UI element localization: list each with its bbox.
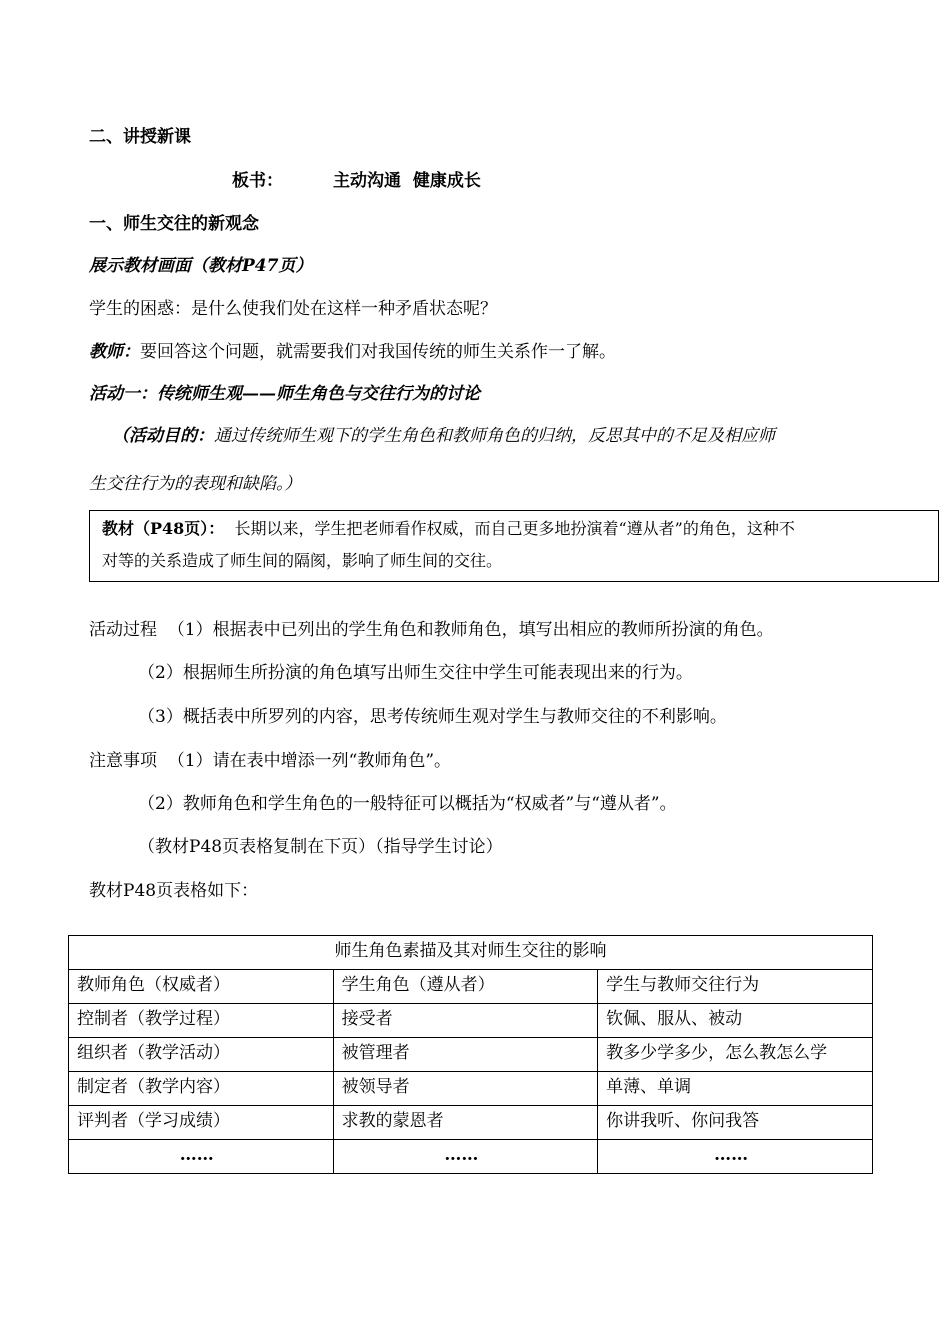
student-confusion: 学生的困惑：是什么使我们处在这样一种矛盾状态呢？ <box>89 299 497 319</box>
table-row <box>69 1106 873 1140</box>
table-header-cell: 教师角色（权威者） <box>69 970 334 1004</box>
process-line3: （3）概括表中所罗列的内容，思考传统师生观对学生与教师交往的不利影响。 <box>138 707 727 727</box>
textbook-excerpt-label: 教材（P48页）： <box>102 519 225 538</box>
table-header-cell: 学生角色（遵从者） <box>333 970 598 1004</box>
process-line1: 活动过程 （1）根据表中已列出的学生角色和教师角色，填写出相应的教师所扮演的角色。 <box>89 620 774 640</box>
table-cell: 评判者（学习成绩） <box>69 1106 334 1140</box>
board-label: 板书： <box>232 171 283 191</box>
table-header-cell: 学生与教师交往行为 <box>598 970 873 1004</box>
purpose-text-1: 通过传统师生观下的学生角色和教师角色的归纳，反思其中的不足及相应师 <box>214 426 775 446</box>
activity-purpose-line2: 生交往行为的表现和缺陷。） <box>89 474 302 494</box>
textbook-excerpt-text1: 长期以来，学生把老师看作权威，而自己更多地扮演着“遵从者”的角色，这种不 <box>234 519 795 538</box>
table-cell: 教多少学多少，怎么教怎么学 <box>598 1038 873 1072</box>
table-cell: 单薄、单调 <box>598 1072 873 1106</box>
teacher-text: 要回答这个问题，就需要我们对我国传统的师生关系作一了解。 <box>140 342 616 362</box>
table-row <box>69 1072 873 1106</box>
heading-teacher-student-concept: 一、师生交往的新观念 <box>89 214 259 234</box>
table-intro: 教材P48页表格如下： <box>89 881 259 901</box>
table-header-row <box>69 970 873 1004</box>
notes-line2: （2）教师角色和学生角色的一般特征可以概括为“权威者”与“遵从者”。 <box>138 794 677 814</box>
textbook-excerpt-box <box>89 510 939 582</box>
table-cell: 组织者（教学活动） <box>69 1038 334 1072</box>
notes-line1: 注意事项 （1）请在表中增添一列“教师角色”。 <box>89 751 452 771</box>
table-cell: 接受者 <box>333 1004 598 1038</box>
table-cell: 你讲我听、你问我答 <box>598 1106 873 1140</box>
table-row <box>69 1038 873 1072</box>
textbook-excerpt-line1 <box>102 512 928 546</box>
roles-table <box>68 935 873 1174</box>
table-cell-ellipsis: …… <box>69 1140 334 1174</box>
table-cell: 求教的蒙恩者 <box>333 1106 598 1140</box>
table-row <box>69 1004 873 1038</box>
teacher-paragraph <box>89 341 616 363</box>
section-title: 二、讲授新课 <box>89 127 191 147</box>
teacher-label: 教师： <box>89 342 140 362</box>
table-cell: 钦佩、服从、被动 <box>598 1004 873 1038</box>
notes-line3: （教材P48页表格复制在下页）（指导学生讨论） <box>138 837 503 857</box>
table-cell-ellipsis: …… <box>333 1140 598 1174</box>
table-row <box>69 1140 873 1174</box>
table-cell: 被领导者 <box>333 1072 598 1106</box>
table-cell: 被管理者 <box>333 1038 598 1072</box>
textbook-excerpt-line2: 对等的关系造成了师生间的隔阂，影响了师生间的交往。 <box>102 551 503 570</box>
table-cell: 控制者（教学过程） <box>69 1004 334 1038</box>
process-line2: （2）根据师生所扮演的角色填写出师生交往中学生可能表现出来的行为。 <box>138 663 693 683</box>
board-text: 主动沟通 健康成长 <box>333 171 481 191</box>
table-caption: 师生角色素描及其对师生交往的影响 <box>69 936 873 970</box>
table-cell: 制定者（教学内容） <box>69 1072 334 1106</box>
table-cell-ellipsis: …… <box>598 1140 873 1174</box>
activity-one-heading: 活动一：传统师生观——师生角色与交往行为的讨论 <box>89 384 480 404</box>
activity-purpose-line1 <box>112 425 775 447</box>
show-textbook-note: 展示教材画面（教材P47页） <box>89 256 313 276</box>
purpose-label: （活动目的： <box>112 426 214 446</box>
